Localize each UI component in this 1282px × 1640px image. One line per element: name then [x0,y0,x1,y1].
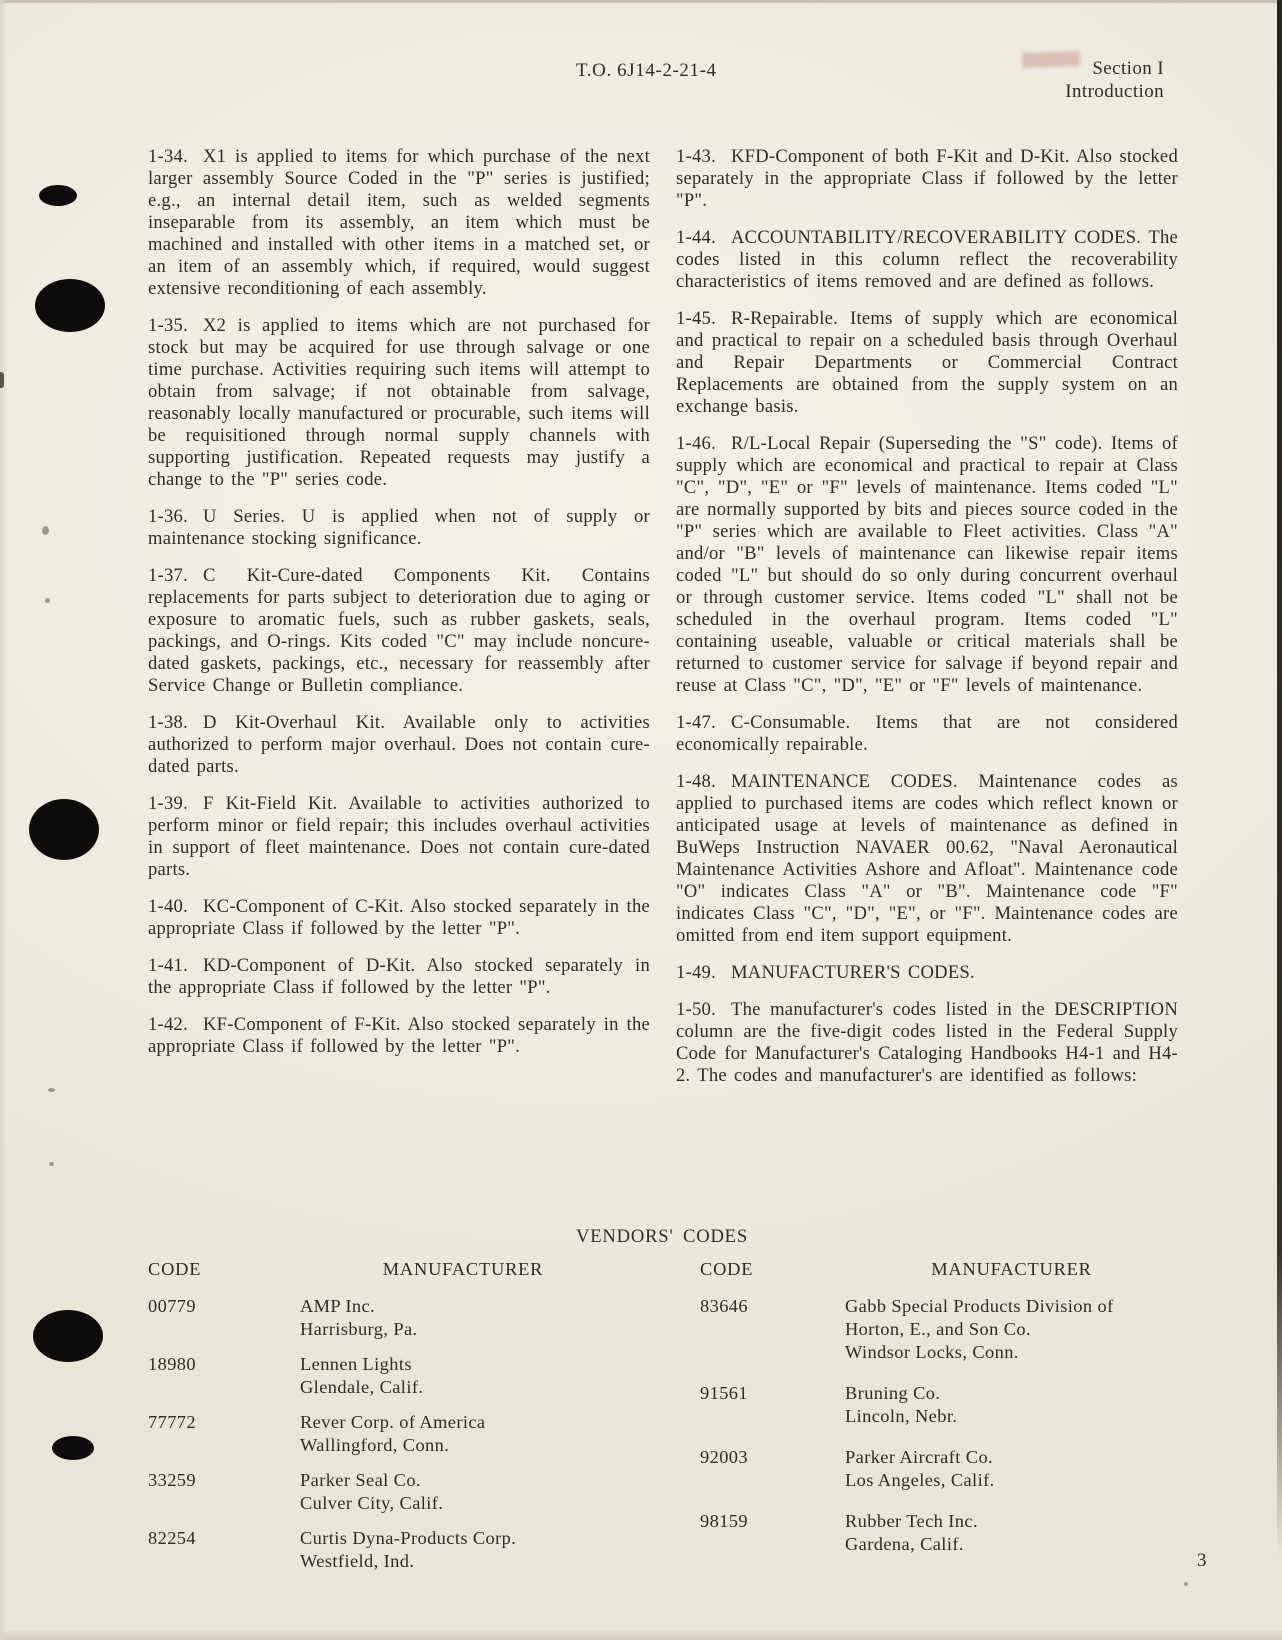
page-edge-right [1277,0,1282,1556]
paragraph-1-50 [676,999,1178,1087]
vendor-name: Rever Corp. of America [300,1412,486,1432]
paragraph-number: 1-34. [148,146,188,167]
paragraph-1-49 [676,962,1178,984]
page-edge-top [0,0,1282,3]
paragraph-number: 1-49. [676,962,716,983]
vendor-row [700,1446,1178,1492]
vendors-table-left [148,1258,626,1585]
paragraph-text: The manufacturer's codes listed in the DESCRIPTION column are the five-digit codes listed in the Federal Supply Code for Manufacturer's Cataloging Handbooks H4-1 and H4-2. The codes and manufacturer's are identified as follows: [676,999,1178,1086]
paragraph-text: R/L-Local Repair (Superseding the "S" code). Items of supply which are economical and practical to repair at Class "C", "D", "E" or "F" levels of maintenance. Items coded "L" are normally supported by bits and pieces source coded in the "P" series which are available to Fleet activities. Class "A" and/or "B" levels of maintenance can likewise repair items coded "L" but should do so only during concurrent overhaul or through customer service. Items coded "L" shall not be scheduled in the overhaul program. Items coded "L" containing useable, valuable or critical materials shall be returned to customer service for salvage if beyond repair and reuse at Class "C", "D", "E" or "F" levels of maintenance. [676,433,1178,696]
vendor-row [148,1295,626,1341]
vendor-name-address [300,1295,626,1341]
vendor-name: Bruning Co. [845,1383,941,1403]
paragraph-1-45 [676,308,1178,418]
vendor-name-address [845,1382,1178,1428]
paragraph-number: 1-47. [676,712,716,733]
vendor-code: 33259 [148,1470,196,1490]
vendor-location: Gardena, Calif. [845,1534,964,1554]
vendors-table-right [700,1258,1178,1574]
code-column-header: CODE [148,1259,202,1279]
hole-punch-mark-1 [39,185,77,206]
paragraph-text: KC-Component of C-Kit. Also stocked separately in the appropriate Class if followed by the letter "P". [148,896,650,939]
paragraph-text: X1 is applied to items for which purchase of the next larger assembly Source Coded in the "P" series is justified; e.g., an internal detail item, such as welded segments inseparable from its assembly, an item which must be machined and installed with other items in a matched set, or an item of an assembly which, if required, would suggest extensive reconditioning of each assembly. [148,146,650,299]
vendor-row [700,1295,1178,1364]
paragraph-1-42 [148,1014,650,1058]
paragraph-number: 1-36. [148,506,188,527]
vendor-code: 98159 [700,1511,748,1531]
vendors-table-header [148,1258,626,1281]
section-subtitle: Introduction [1065,81,1164,102]
vendor-row [148,1353,626,1399]
vendor-name-address [845,1510,1178,1556]
paragraph-number: 1-37. [148,565,188,586]
vendor-name: Lennen Lights [300,1354,412,1374]
paragraph-text: U Series. U is applied when not of supply or maintenance stocking significance. [148,506,650,549]
hole-punch-mark-5 [52,1436,94,1460]
paragraph-text: KFD-Component of both F-Kit and D-Kit. Also stocked separately in the appropriate Class if followed by the letter "P". [676,146,1178,211]
vendor-location: Harrisburg, Pa. [300,1319,418,1339]
paragraph-text: X2 is applied to items which are not purchased for stock but may be acquired for use through salvage or one time purchase. Activities requiring such items will attempt to obtain from salvage; if not obtainable from salvage, reasonably locally manufactured or procurable, such items will be requisitioned through normal supply channels with supporting justification. Repeated requests may justify a change to the "P" series code. [148,315,650,490]
paragraph-number: 1-45. [676,308,716,329]
vendor-name: Horton, E., and Son Co. [845,1319,1031,1339]
paragraph-1-35 [148,315,650,491]
vendor-name-address [300,1469,626,1515]
scan-speck-5 [1184,1582,1188,1586]
paragraph-number: 1-46. [676,433,716,454]
left-column [148,146,650,1073]
hole-punch-mark-4 [33,1310,103,1362]
scan-speck-2 [45,598,50,603]
paragraph-1-48 [676,771,1178,947]
paragraph-number: 1-50. [676,999,716,1020]
paragraph-1-41 [148,955,650,999]
vendor-row [700,1382,1178,1428]
paragraph-text: C Kit-Cure-dated Components Kit. Contains replacements for parts subject to deterioration due to aging or exposure to aromatic fuels, such as rubber gaskets, seals, packings, and O-rings. Kits coded "C" may include noncure-dated gaskets, packings, etc., necessary for reassembly after Service Change or Bulletin compliance. [148,565,650,696]
hole-punch-mark-3 [29,799,99,860]
page-edge-left [0,0,7,1640]
manufacturer-column-header: MANUFACTURER [382,1259,544,1279]
vendor-location: Los Angeles, Calif. [845,1470,995,1490]
vendor-code: 92003 [700,1447,748,1467]
vendor-location: Lincoln, Nebr. [845,1406,958,1426]
left-edge-notch [0,372,4,388]
paragraph-1-39 [148,793,650,881]
paragraph-number: 1-41. [148,955,188,976]
paragraph-number: 1-48. [676,771,716,792]
paragraph-number: 1-38. [148,712,188,733]
paragraph-number: 1-44. [676,227,716,248]
vendor-name: Parker Aircraft Co. [845,1447,994,1467]
page-edge-bottom [0,1631,1282,1640]
paragraph-1-38 [148,712,650,778]
paragraph-number: 1-35. [148,315,188,336]
paragraph-1-34 [148,146,650,300]
paragraph-text: R-Repairable. Items of supply which are economical and practical to repair on a scheduled basis through Overhaul and Repair Departments or Commercial Contract Replacements are obtained from the supply system on an exchange basis. [676,308,1178,417]
paragraph-text: MAINTENANCE CODES. Maintenance codes as applied to purchased items are codes which reflect known or anticipated usage at levels of maintenance as defined in BuWeps Instruction NAVAER 00.62, "Naval Aeronautical Maintenance Activities Ashore and Afloat". Maintenance code "O" indicates Class "A" or "B". Maintenance code "F" indicates Class "C", "D", "E", or "F". Maintenance codes are omitted from end item support equipment. [676,771,1178,946]
paragraph-text: MANUFACTURER'S CODES. [730,962,975,983]
vendor-row [148,1469,626,1515]
vendor-location: Westfield, Ind. [300,1551,415,1571]
vendor-name: Parker Seal Co. [300,1470,421,1490]
vendor-name: Gabb Special Products Division of [845,1296,1114,1316]
paragraph-text: D Kit-Overhaul Kit. Available only to activities authorized to perform major overhaul. Does not contain cure-dated parts. [148,712,650,777]
vendor-row [700,1510,1178,1556]
vendor-name: Curtis Dyna-Products Corp. [300,1528,517,1548]
right-column [676,146,1178,1102]
vendor-code: 91561 [700,1383,748,1403]
technical-order-number: T.O. 6J14-2-21-4 [576,60,717,81]
paragraph-1-47 [676,712,1178,756]
paragraph-1-40 [148,896,650,940]
vendor-name-address [845,1295,1178,1364]
paragraph-number: 1-40. [148,896,188,917]
paragraph-number: 1-43. [676,146,716,167]
vendor-name-address [845,1446,1178,1492]
vendor-row [148,1527,626,1573]
vendor-code: 77772 [148,1412,196,1432]
vendor-name-address [300,1411,626,1457]
paragraph-number: 1-39. [148,793,188,814]
paragraph-text: KD-Component of D-Kit. Also stocked separately in the appropriate Class if followed by the letter "P". [148,955,650,998]
paragraph-1-44 [676,227,1178,293]
vendor-location: Culver City, Calif. [300,1493,444,1513]
scan-speck-1 [42,526,49,535]
manufacturer-column-header: MANUFACTURER [931,1259,1092,1279]
paragraph-text: C-Consumable. Items that are not considered economically repairable. [676,712,1178,755]
vendor-name-address [300,1527,626,1573]
code-column-header: CODE [700,1259,754,1279]
vendors-codes-title: VENDORS' CODES [576,1226,748,1247]
paragraph-1-43 [676,146,1178,212]
paragraph-number: 1-42. [148,1014,188,1035]
vendor-location: Glendale, Calif. [300,1377,424,1397]
vendor-name-address [300,1353,626,1399]
scan-speck-3 [48,1088,55,1092]
paragraph-text: F Kit-Field Kit. Available to activities authorized to perform minor or field repair; this includes overhaul activities in support of fleet maintenance. Does not contain cure-dated parts. [148,793,650,880]
paragraph-1-46 [676,433,1178,697]
vendor-code: 00779 [148,1296,196,1316]
paragraph-1-37 [148,565,650,697]
scan-speck-4 [49,1162,54,1166]
paragraph-text: KF-Component of F-Kit. Also stocked separately in the appropriate Class if followed by the letter "P". [148,1014,650,1057]
vendor-code: 83646 [700,1296,748,1316]
vendor-code: 18980 [148,1354,196,1374]
vendor-name: Rubber Tech Inc. [845,1511,978,1531]
section-header [1065,57,1164,103]
page-number: 3 [1197,1550,1207,1571]
section-label: Section I [1092,58,1164,79]
vendor-row [148,1411,626,1457]
vendor-code: 82254 [148,1528,196,1548]
vendor-name: AMP Inc. [300,1296,376,1316]
paragraph-1-36 [148,506,650,550]
vendor-location: Wallingford, Conn. [300,1435,450,1455]
vendors-table-header [700,1258,1178,1281]
hole-punch-mark-2 [35,279,105,332]
vendor-location: Windsor Locks, Conn. [845,1342,1019,1362]
paragraph-text: ACCOUNTABILITY/RECOVERABILITY CODES. The codes listed in this column reflect the recoverability characteristics of items removed and are defined as follows. [676,227,1178,292]
